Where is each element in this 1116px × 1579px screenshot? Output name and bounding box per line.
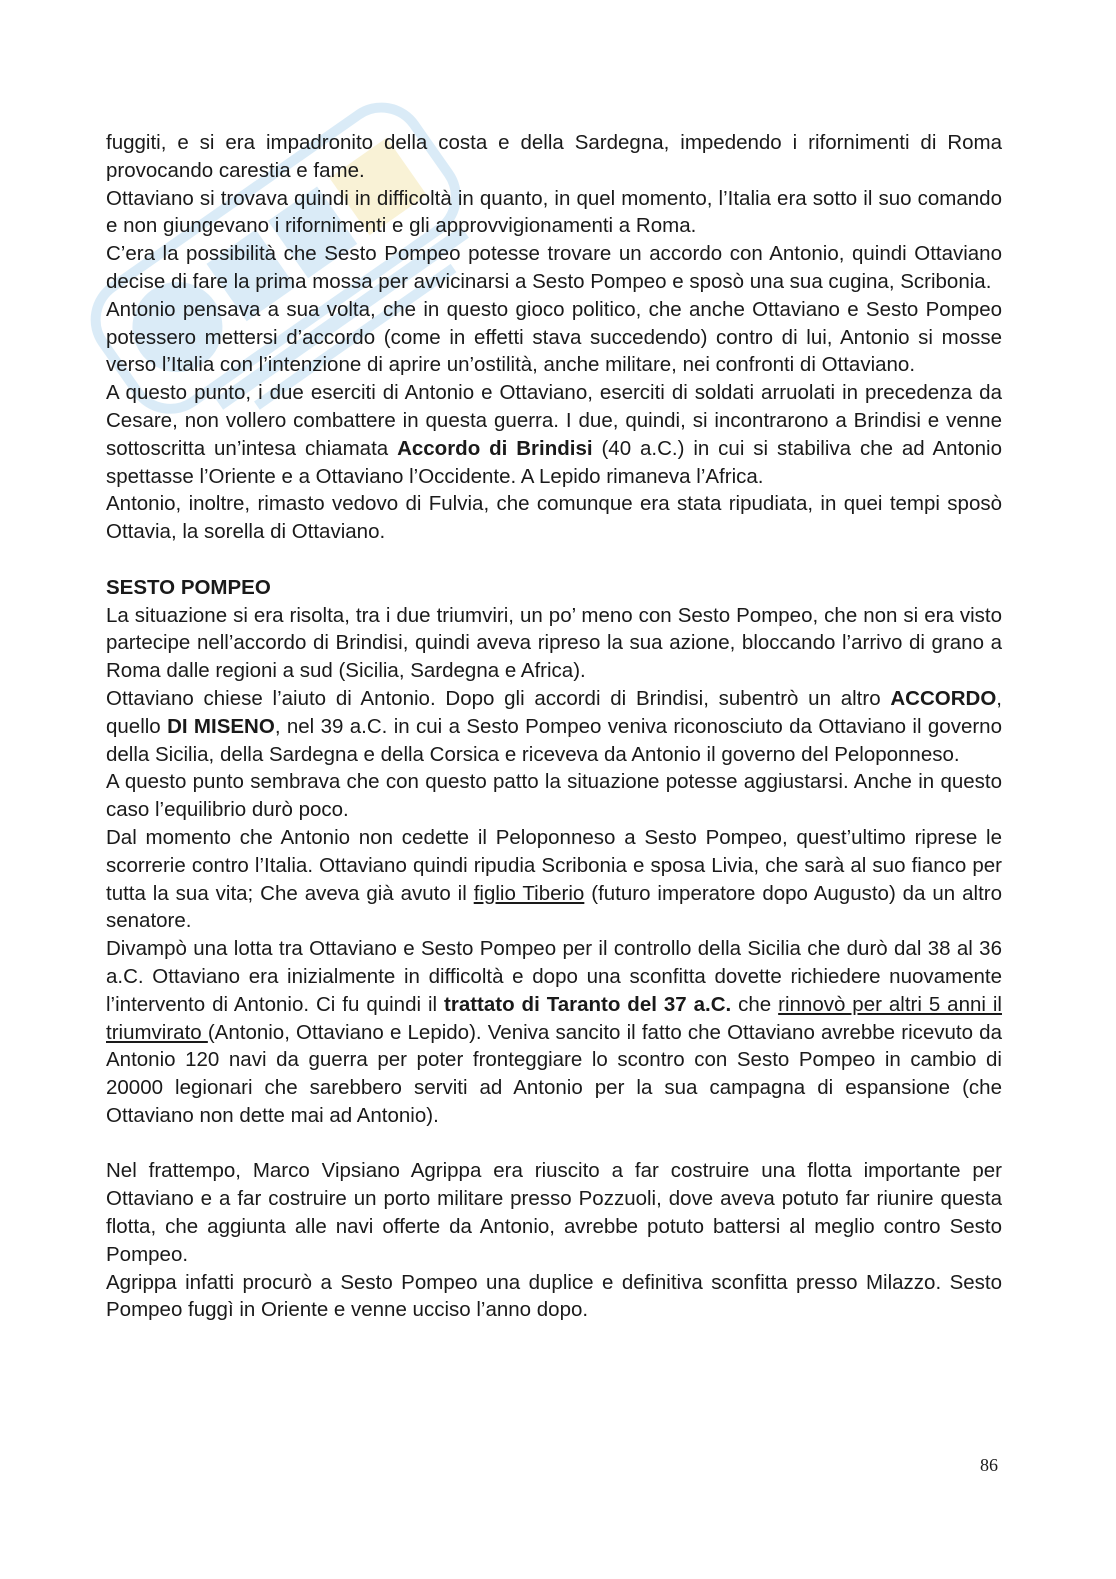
paragraph: Agrippa infatti procurò a Sesto Pompeo una duplice e definitiva sconfitta presso Milazzo. Sesto Pompeo fuggì in Oriente e venne ucciso l’anno dopo. — [106, 1270, 1002, 1322]
paragraph: La situazione si era risolta, tra i due triumviri, un po’ meno con Sesto Pompeo, che non si era visto partecipe nell’accordo di Brindisi, quindi aveva ripreso la sua azione, bloccando l’arrivo di grano a Roma dalle regioni a sud (Sicilia, Sardegna e Africa). — [106, 603, 1002, 683]
document-body — [106, 129, 1002, 1324]
paragraph: Divampò una lotta tra Ottaviano e Sesto Pompeo per il controllo della Sicilia che durò dal 38 al 36 a.C. Ottaviano era inizialmente in difficoltà e dopo una sconfitta dovette richiedere nuovamente l’intervento di Antonio. Ci fu quindi il trattato di Taranto del 37 a.C. che rinnovò per altri 5 anni il triumvirato (Antonio, Ottaviano e Lepido). Veniva sancito il fatto che Ottaviano avrebbe ricevuto da Antonio 120 navi da guerra per poter fronteggiare lo scontro con Sesto Pompeo in cambio di 20000 legionari che sarebbero serviti ad Antonio per la sua campagna di espansione (che Ottaviano non dette mai ad Antonio). — [106, 937, 1002, 1127]
page-number: 86 — [980, 1455, 998, 1475]
trattato-taranto-term: trattato di Taranto del 37 a.C. — [444, 992, 732, 1016]
triumvirato-underlined: rinnovò per altri 5 anni il triumvirato — [106, 992, 1002, 1044]
paragraph: Ottaviano chiese l’aiuto di Antonio. Dopo gli accordi di Brindisi, subentrò un altro ACCORDO, quello DI MISENO, nel 39 a.C. in cui a Sesto Pompeo veniva riconosciuto da Ottaviano il governo della Sicilia, della Sardegna e della Corsica e riceveva da Antonio il governo del Peloponneso. — [106, 686, 1002, 766]
paragraph: Antonio, inoltre, rimasto vedovo di Fulvia, che comunque era stata ripudiata, in quei tempi sposò Ottavia, la sorella di Ottaviano. — [106, 492, 1002, 544]
section-heading: SESTO POMPEO — [106, 575, 271, 599]
figlio-tiberio-underlined: figlio Tiberio — [473, 881, 585, 905]
accordo-brindisi-term: Accordo di Brindisi — [397, 436, 593, 460]
paragraph: C’era la possibilità che Sesto Pompeo potesse trovare un accordo con Antonio, quindi Ottaviano decise di fare la prima mossa per avvicinarsi a Sesto Pompeo e sposò una sua cugina, Scribonia. — [106, 242, 1002, 293]
accordo-term: ACCORDO — [890, 686, 997, 710]
paragraph: A questo punto sembrava che con questo patto la situazione potesse aggiustarsi. Anche in questo caso l’equilibrio durò poco. — [106, 770, 1002, 822]
paragraph: Ottaviano si trovava quindi in difficoltà in quanto, in quel momento, l’Italia era sotto il suo comando e non giungevano i rifornimenti e gli approvvigionamenti a Roma. — [106, 186, 1002, 238]
paragraph: Antonio pensava a sua volta, che in questo gioco politico, che anche Ottaviano e Sesto Pompeo potessero mettersi d’accordo (come in effetti stava succedendo) contro di lui, Antonio si mosse verso l’Italia con l’intenzione di aprire un’ostilità, anche militare, nei confronti di Ottaviano. — [106, 297, 1002, 377]
paragraph: A questo punto, i due eserciti di Antonio e Ottaviano, eserciti di soldati arruolati in precedenza da Cesare, non vollero combattere in questa guerra. I due, quindi, si incontrarono a Brindisi e venne sottoscritta un’intesa chiamata Accordo di Brindisi (40 a.C.) in cui si stabiliva che ad Antonio spettasse l’Oriente e a Ottaviano l’Occidente. A Lepido rimaneva l’Africa. — [106, 381, 1003, 488]
paragraph: fuggiti, e si era impadronito della costa e della Sardegna, impedendo i rifornimenti di Roma provocando carestia e fame. — [106, 131, 1002, 182]
miseno-term: DI MISENO — [167, 714, 275, 738]
paragraph: Dal momento che Antonio non cedette il Peloponneso a Sesto Pompeo, quest’ultimo riprese le scorrerie contro l’Italia. Ottaviano quindi ripudia Scribonia e sposa Livia, che sarà al suo fianco per tutta la sua vita; Che aveva già avuto il figlio Tiberio (futuro imperatore dopo Augusto) da un altro senatore. — [106, 825, 1003, 933]
paragraph: Nel frattempo, Marco Vipsiano Agrippa era riuscito a far costruire una flotta importante per Ottaviano e a far costruire un porto militare presso Pozzuoli, dove aveva potuto far riunire questa flotta, che aggiunta alle navi offerte da Antonio, avrebbe potuto battersi al meglio contro Sesto Pompeo. — [106, 1159, 1002, 1266]
